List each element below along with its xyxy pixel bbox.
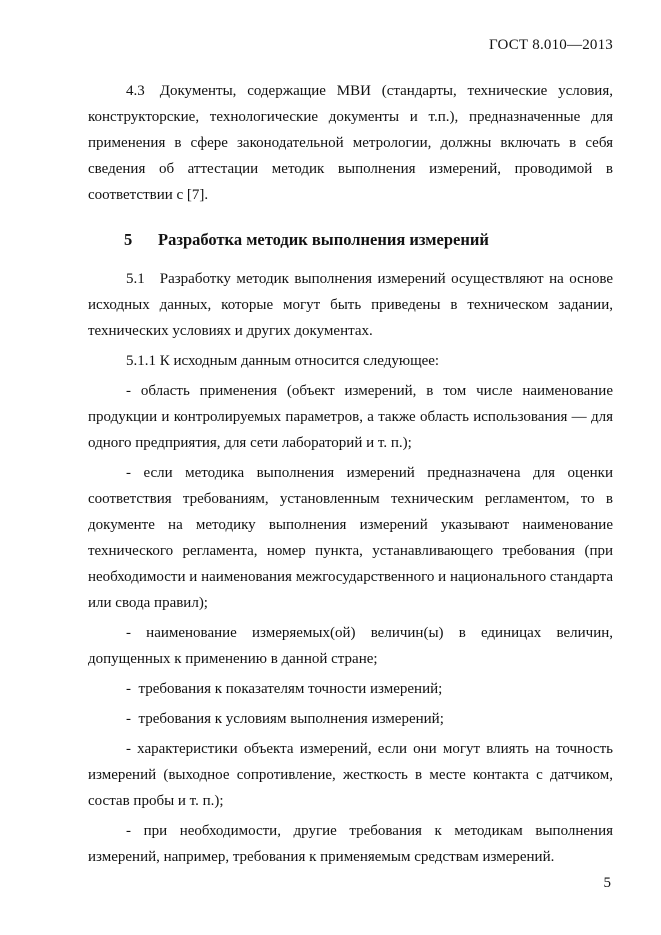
page-number: 5	[603, 875, 611, 891]
section-heading	[88, 227, 613, 253]
list-item-regulation: - если методика выполнения измерений предназначена для оценки соответствия требованиям, установленным техническим регламентом, то в документе на методику выполнения измерений указывают наименование технического регламента, номер пункта, устанавливающего требования (при необходимости и наименования межгосударственного и национального стандарта или свода правил);	[88, 465, 613, 611]
list-item-other-requirements: - при необходимости, другие требования к методикам выполнения измерений, например, требования к применяемым средствам измерений.	[88, 823, 613, 865]
page-body	[88, 78, 613, 870]
paragraph-5-1-1: 5.1.1 К исходным данным относится следующее:	[126, 353, 440, 369]
section-number: 5	[124, 230, 133, 249]
paragraph-4-3: 4.3 Документы, содержащие МВИ (стандарты, технические условия, конструкторские, технологические документы и т.п.), предназначенные для применения в сфере законодательной метрологии, должны включать в себя сведения об аттестации методик выполнения измерений, проводимой в соответствии с [7].	[88, 83, 613, 203]
section-title: Разработка методик выполнения измерений	[158, 230, 489, 249]
document-header: ГОСТ 8.010—2013	[489, 37, 613, 53]
list-item-quantities: - наименование измеряемых(ой) величин(ы) в единицах величин, допущенных к применению в данной стране;	[88, 625, 613, 667]
paragraph-5-1: 5.1 Разработку методик выполнения измерений осуществляют на основе исходных данных, которые могут быть приведены в техническом задании, технических условиях и других документах.	[88, 271, 613, 339]
list-item-conditions: - требования к условиям выполнения измерений;	[126, 711, 444, 727]
list-item-accuracy: - требования к показателям точности измерений;	[126, 681, 443, 697]
list-item-object-characteristics: - характеристики объекта измерений, если они могут влиять на точность измерений (выходное сопротивление, жесткость в месте контакта с датчиком, состав пробы и т. п.);	[88, 741, 613, 809]
list-item-scope: - область применения (объект измерений, в том числе наименование продукции и контролируемых параметров, а также область использования — для одного предприятия, для сети лабораторий и т. п.);	[88, 383, 613, 451]
